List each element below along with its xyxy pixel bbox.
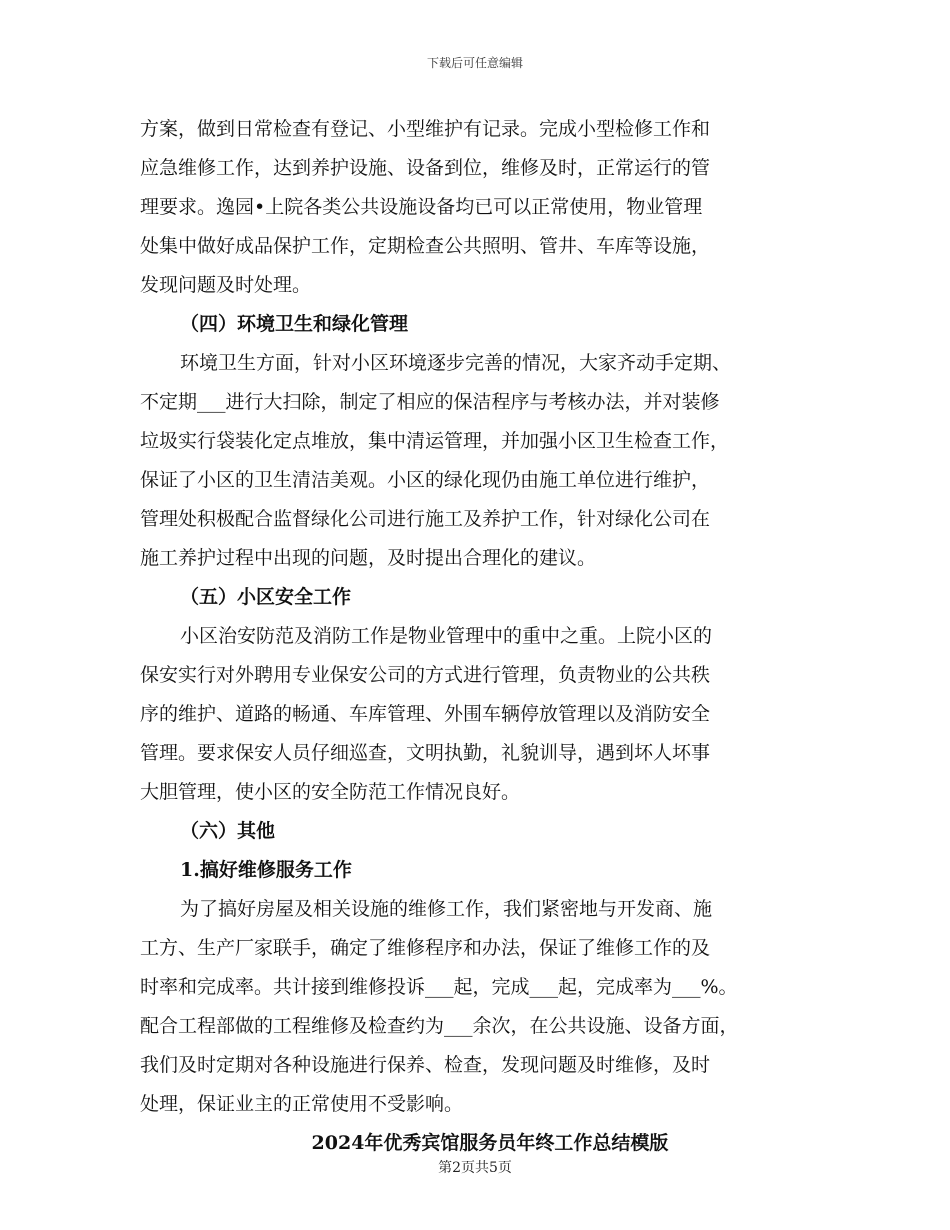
page-header: 下载后可任意编辑 [426,56,523,70]
body-line: 时率和完成率。共计接到维修投诉___起，完成___起，完成率为___%。 [140,976,738,998]
body-line: 为了搞好房屋及相关设施的维修工作，我们紧密地与开发商、施 [180,898,713,920]
body-line: 发现问题及时处理。 [140,274,312,296]
body-line: 不定期___进行大扫除，制定了相应的保洁程序与考核办法，并对装修 [140,391,720,413]
body-line: 保安实行对外聘用专业保安公司的方式进行管理，负责物业的公共秩 [140,664,711,686]
section-heading-5: （五）小区安全工作 [180,586,352,608]
body-line: 环境卫生方面，针对小区环境逐步完善的情况，大家齐动手定期、 [180,352,732,374]
body-line: 应急维修工作，达到养护设施、设备到位，维修及时，正常运行的管 [140,157,711,179]
body-line: 施工养护过程中出现的问题，及时提出合理化的建议。 [140,547,597,569]
body-line: 配合工程部做的工程维修及检查约为___余次，在公共设施、设备方面， [140,1015,739,1037]
subsection-heading: 1.搞好维修服务工作 [180,859,352,881]
body-line: 序的维护、道路的畅通、车库管理、外围车辆停放管理以及消防安全 [140,703,711,725]
body-line: 垃圾实行袋装化定点堆放，集中清运管理，并加强小区卫生检查工作， [140,430,730,452]
body-line: 工方、生产厂家联手，确定了维修程序和办法，保证了维修工作的及 [140,937,711,959]
body-line: 方案，做到日常检查有登记、小型维护有记录。完成小型检修工作和 [140,118,711,140]
body-line: 我们及时定期对各种设施进行保养、检查，发现问题及时维修，及时 [140,1054,711,1076]
body-line: 处理，保证业主的正常使用不受影响。 [140,1093,464,1115]
body-line: 理要求。逸园•上院各类公共设施设备均已可以正常使用，物业管理 [140,196,703,218]
body-line: 处集中做好成品保护工作，定期检查公共照明、管井、车库等设施， [140,235,711,257]
body-line: 大胆管理，使小区的安全防范工作情况良好。 [140,781,521,803]
page-number: 第2页共5页 [438,1160,512,1176]
body-line: 管理处积极配合监督绿化公司进行施工及养护工作，针对绿化公司在 [140,508,711,530]
document-body [140,110,820,1163]
document-title: 2024年优秀宾馆服务员年终工作总结模版 [311,1132,669,1154]
body-line: 管理。要求保安人员仔细巡查，文明执勤，礼貌训导，遇到坏人坏事 [140,742,711,764]
section-heading-4: （四）环境卫生和绿化管理 [180,313,409,335]
section-heading-6: （六）其他 [180,820,276,842]
body-line: 保证了小区的卫生清洁美观。小区的绿化现仍由施工单位进行维护， [140,469,711,491]
body-line: 小区治安防范及消防工作是物业管理中的重中之重。上院小区的 [180,625,713,647]
